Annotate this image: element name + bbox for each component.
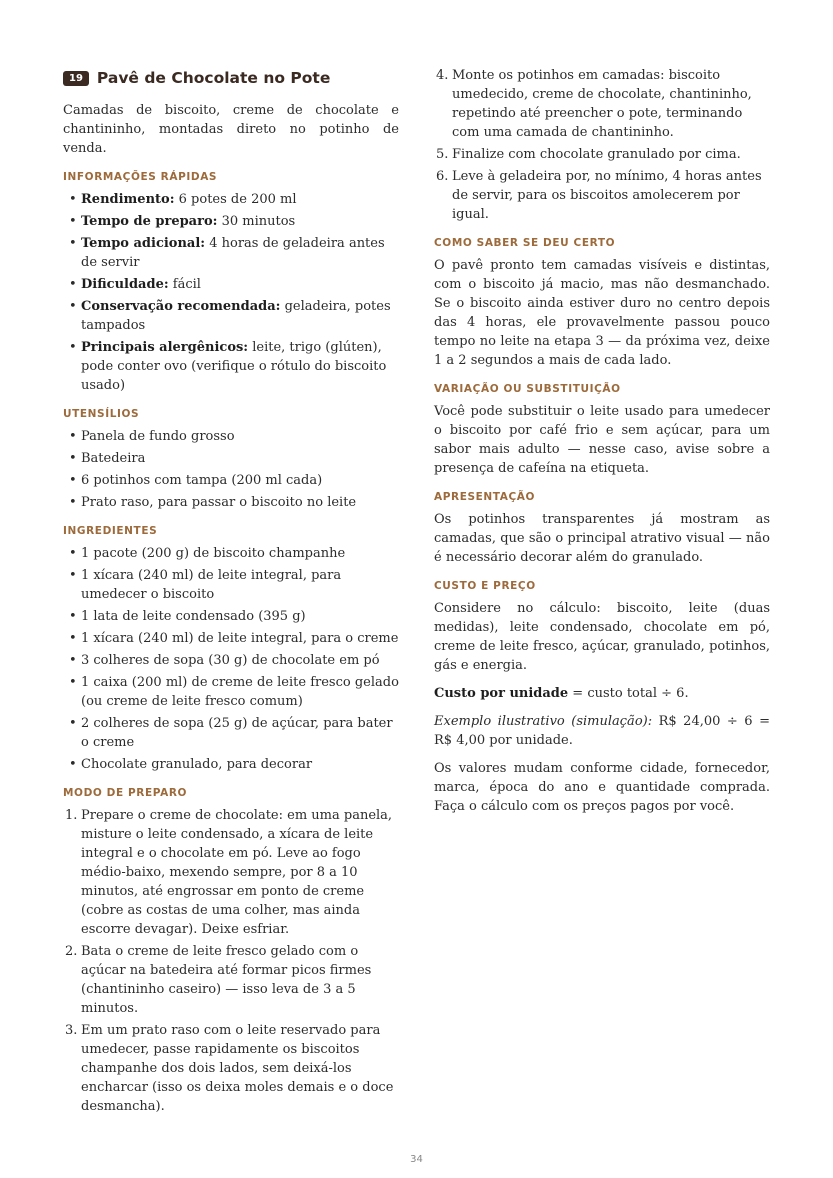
recipe-number-badge: 19 (63, 71, 89, 86)
quick-info-heading: INFORMAÇÕES RÁPIDAS (63, 171, 218, 183)
list-item: • 3 colheres de sopa (30 g) de chocolate em pó (63, 651, 399, 670)
step-number: 1. (65, 808, 78, 823)
step-text: Finalize com chocolate granulado por cima. (452, 147, 741, 162)
ingredients-list (63, 544, 399, 774)
method-step (434, 167, 770, 224)
method-heading: MODO DE PREPARO (63, 787, 188, 799)
item-value: fácil (168, 277, 201, 292)
step-number: 6. (436, 169, 449, 184)
list-item: • Prato raso, para passar o biscoito no leite (63, 493, 399, 512)
item-value: geladeira, potes tampados (81, 299, 391, 333)
method-step (434, 145, 770, 164)
item-label: Conservação recomendada: (81, 299, 281, 314)
list-item: • Panela de fundo grosso (63, 427, 399, 446)
recipe-title: Pavê de Chocolate no Pote (96, 69, 331, 87)
utensils-heading: UTENSÍLIOS (63, 408, 140, 420)
cost-heading: CUSTO E PREÇO (434, 580, 536, 592)
item-value: 6 potes de 200 ml (174, 192, 297, 207)
variation-text: Você pode substituir o leite usado para umedecer o biscoito por café frio e sem açúcar, para um sabor mais adulto — nesse caso, avise sobre a presença de cafeína na etiqueta. (434, 404, 770, 476)
quick-info-list (63, 190, 399, 395)
list-item (63, 234, 399, 272)
method-step (63, 942, 399, 1018)
list-item (63, 297, 399, 335)
cost-text: Considere no cálculo: biscoito, leite (duas medidas), leite condensado, chocolate em pó, creme de leite fresco, açúcar, granulado, potinhos, gás e energia. (434, 601, 770, 673)
ingredients-heading: INGREDIENTES (63, 525, 158, 537)
left-column (63, 66, 399, 1119)
cost-note: Os valores mudam conforme cidade, fornecedor, marca, época do ano e quantidade comprada. Faça o cálculo com os preços pagos por você. (434, 761, 770, 814)
item-label: Rendimento: (81, 192, 175, 207)
list-item: • Chocolate granulado, para decorar (63, 755, 399, 774)
variation-heading: VARIAÇÃO OU SUBSTITUIÇÃO (434, 383, 621, 395)
recipe-intro: Camadas de biscoito, creme de chocolate e chantininho, montadas direto no potinho de venda. (63, 103, 399, 156)
cost-per-unit-formula: = custo total ÷ 6. (568, 686, 689, 701)
cost-example-label: Exemplo ilustrativo (simulação): (434, 714, 653, 729)
method-steps-list (63, 806, 399, 1116)
page-number: 34 (410, 1154, 423, 1165)
item-label: Tempo adicional: (81, 236, 206, 251)
list-item: • 6 potinhos com tampa (200 ml cada) (63, 471, 399, 490)
step-text: Leve à geladeira por, no mínimo, 4 horas antes de servir, para os biscoitos amolecerem por igual. (452, 169, 762, 222)
step-text: Em um prato raso com o leite reservado para umedecer, passe rapidamente os biscoitos champanhe dos dois lados, sem deixá-los encharcar (isso os deixa moles demais e o doce desmancha). (81, 1023, 394, 1114)
step-number: 4. (436, 68, 449, 83)
list-item: • 1 lata de leite condensado (395 g) (63, 607, 399, 626)
presentation-text: Os potinhos transparentes já mostram as camadas, que são o principal atrativo visual — não é necessário decorar além do granulado. (434, 512, 770, 565)
item-label: Dificuldade: (81, 277, 169, 292)
list-item (63, 338, 399, 395)
list-item: • 2 colheres de sopa (25 g) de açúcar, para bater o creme (63, 714, 399, 752)
step-number: 2. (65, 944, 78, 959)
cost-per-unit (434, 684, 770, 703)
list-item: • 1 caixa (200 ml) de creme de leite fresco gelado (ou creme de leite fresco comum) (63, 673, 399, 711)
step-text: Prepare o creme de chocolate: em uma panela, misture o leite condensado, a xícara de leite integral e o chocolate em pó. Leve ao fogo médio-baixo, mexendo sempre, por 8 a 10 minutos, até engrossar em ponto de creme (cobre as costas de uma colher, mas ainda escorre devagar). Deixe esfriar. (81, 808, 393, 937)
method-steps-continued (434, 66, 770, 224)
cost-per-unit-label: Custo por unidade (434, 686, 569, 701)
success-text: O pavê pronto tem camadas visíveis e distintas, com o biscoito já macio, mas não desmanchado. Se o biscoito ainda estiver duro no centro depois das 4 horas, ele provavelmente passou pouco tempo no leite na etapa 3 — da próxima vez, deixe 1 a 2 segundos a mais de cada lado. (434, 258, 770, 368)
list-item (63, 212, 399, 231)
success-heading: COMO SABER SE DEU CERTO (434, 237, 616, 249)
list-item: • Batedeira (63, 449, 399, 468)
item-value: 4 horas de geladeira antes de servir (81, 236, 385, 270)
item-value: 30 minutos (217, 214, 296, 229)
right-column (434, 66, 770, 825)
recipe-header (63, 67, 399, 89)
list-item (63, 275, 399, 294)
method-step (434, 66, 770, 142)
method-step (63, 806, 399, 939)
cost-example (434, 712, 770, 750)
presentation-heading: APRESENTAÇÃO (434, 491, 536, 503)
item-label: Tempo de preparo: (81, 214, 218, 229)
cost-example-text: R$ 24,00 ÷ 6 = R$ 4,00 por unidade. (434, 714, 770, 748)
step-number: 3. (65, 1023, 78, 1038)
list-item: • 1 xícara (240 ml) de leite integral, para umedecer o biscoito (63, 566, 399, 604)
step-text: Monte os potinhos em camadas: biscoito umedecido, creme de chocolate, chantininho, repetindo até preencher o pote, terminando com uma camada de chantininho. (452, 68, 752, 140)
utensils-list (63, 427, 399, 512)
step-text: Bata o creme de leite fresco gelado com o açúcar na batedeira até formar picos firmes (chantininho caseiro) — isso leva de 3 a 5 minutos. (81, 944, 372, 1016)
item-label: Principais alergênicos: (81, 340, 249, 355)
list-item: • 1 xícara (240 ml) de leite integral, para o creme (63, 629, 399, 648)
item-value: leite, trigo (glúten), pode conter ovo (verifique o rótulo do biscoito usado) (81, 340, 387, 393)
method-step (63, 1021, 399, 1116)
step-number: 5. (436, 147, 449, 162)
list-item (63, 190, 399, 209)
list-item: • 1 pacote (200 g) de biscoito champanhe (63, 544, 399, 563)
